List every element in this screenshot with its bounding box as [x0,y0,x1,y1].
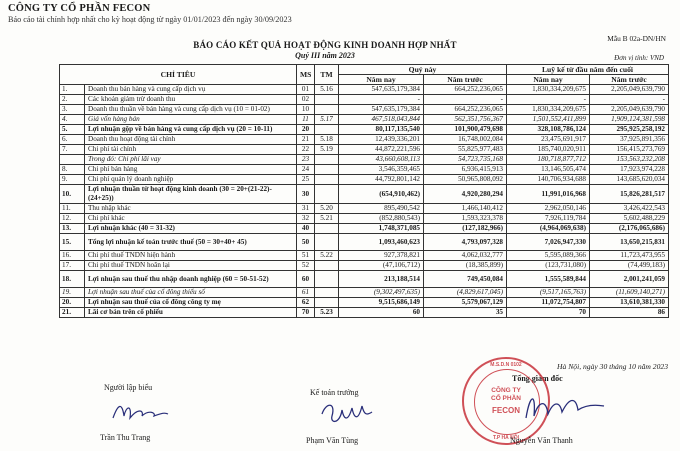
table-row [60,271,669,288]
row-tm: 5.19 [315,145,339,155]
row-quarter-current: 43,660,608,113 [339,155,424,165]
director-signature [520,388,610,428]
row-quarter-current: (47,106,712) [339,261,424,271]
table-row [60,85,669,95]
table-row [60,135,669,145]
row-tm [315,298,339,308]
row-quarter-current: 467,518,043,844 [339,115,424,125]
row-label: Các khoản giảm trừ doanh thu [85,95,297,105]
row-tm [315,125,339,135]
row-ms: 24 [297,165,315,175]
table-row [60,165,669,175]
row-label: Doanh thu hoạt động tài chính [85,135,297,145]
row-quarter-current: 1,748,371,085 [339,224,424,234]
row-quarter-current: 895,490,542 [339,204,424,214]
row-ms: 01 [297,85,315,95]
row-ytd-current: 11,991,016,968 [507,185,590,204]
row-tm: 5.20 [315,204,339,214]
row-ytd-prior: 5,602,488,229 [590,214,669,224]
row-ytd-prior: 13,610,381,330 [590,298,669,308]
row-ytd-prior: 86 [590,308,669,318]
row-quarter-prior: 50,965,808,092 [424,175,507,185]
header-ms: MS [297,65,315,85]
company-name: CÔNG TY CỔ PHẦN FECON [8,3,151,14]
row-number: 13. [60,224,85,234]
preparer-label: Người lập biểu [104,383,153,392]
row-ytd-current: 1,830,334,209,675 [507,85,590,95]
row-ytd-prior: - [590,95,669,105]
row-label: Lợi nhuận gộp về bán hàng và cung cấp dịch vụ (20 = 10-11) [85,125,297,135]
row-quarter-prior: 4,920,280,294 [424,185,507,204]
table-row [60,288,669,298]
row-number: 18. [60,271,85,288]
row-label: Lợi nhuận sau thuế của cổ đông thiểu số [85,288,297,298]
row-ytd-prior: 11,723,473,955 [590,251,669,261]
row-number: 12. [60,214,85,224]
row-label: Doanh thu bán hàng và cung cấp dịch vụ [85,85,297,95]
row-number: 10. [60,185,85,204]
row-tm: 5.21 [315,214,339,224]
header-lk-nam-truoc: Năm trước [590,75,669,85]
row-tm [315,185,339,204]
row-label: Lãi cơ bản trên cổ phiếu [85,308,297,318]
row-number: 8. [60,165,85,175]
income-statement-table [59,64,669,318]
table-row [60,298,669,308]
header-quy-nay: Quý này [339,65,507,75]
row-ytd-current: 1,830,334,209,675 [507,105,590,115]
row-number: 1. [60,85,85,95]
row-ytd-current: 7,926,119,784 [507,214,590,224]
row-tm [315,95,339,105]
row-label: Giá vốn hàng bán [85,115,297,125]
row-ytd-current: 7,026,947,330 [507,234,590,251]
row-label: Thu nhập khác [85,204,297,214]
row-ms: 23 [297,155,315,165]
currency-unit: Đơn vị tính: VND [614,54,664,62]
row-label: Chi phí thuế TNDN hoãn lại [85,261,297,271]
row-quarter-prior: 16,748,002,084 [424,135,507,145]
row-quarter-current: (852,880,543) [339,214,424,224]
row-ms: 11 [297,115,315,125]
table-row [60,145,669,155]
accountant-name: Phạm Văn Tùng [306,436,359,445]
report-title: BÁO CÁO KẾT QUẢ HOẠT ĐỘNG KINH DOANH HỢP NHẤT [193,40,457,50]
report-quarter: Quý III năm 2023 [295,51,355,60]
row-tm [315,234,339,251]
row-ytd-current: 328,108,786,124 [507,125,590,135]
row-tm: 5.23 [315,308,339,318]
row-quarter-current: 80,117,135,540 [339,125,424,135]
row-quarter-prior: 664,252,236,065 [424,105,507,115]
row-tm [315,288,339,298]
header-q-nam-truoc: Năm trước [424,75,507,85]
row-quarter-current: 547,635,179,384 [339,85,424,95]
row-label: Lợi nhuận sau thuế của cổ đông công ty mẹ [85,298,297,308]
row-ms: 61 [297,288,315,298]
row-ytd-prior: 1,909,124,381,598 [590,115,669,125]
table-row [60,155,669,165]
row-quarter-current: (9,302,497,635) [339,288,424,298]
row-ytd-prior: 2,001,241,059 [590,271,669,288]
row-ms: 20 [297,125,315,135]
row-ms: 50 [297,234,315,251]
row-label: Lợi nhuận khác (40 = 31-32) [85,224,297,234]
row-ytd-current: 2,962,050,146 [507,204,590,214]
row-quarter-prior: 54,723,735,168 [424,155,507,165]
table-row [60,204,669,214]
table-row [60,125,669,135]
row-tm [315,165,339,175]
director-name: Nguyễn Văn Thanh [510,436,573,445]
table-row [60,308,669,318]
row-ytd-current: 140,706,934,688 [507,175,590,185]
row-ytd-prior: 13,650,215,831 [590,234,669,251]
header-tm: TM [315,65,339,85]
row-quarter-prior: 55,825,977,483 [424,145,507,155]
row-tm [315,155,339,165]
row-quarter-prior: 4,793,097,328 [424,234,507,251]
row-ms: 22 [297,145,315,155]
row-quarter-prior: 6,936,415,913 [424,165,507,175]
row-number: 5. [60,125,85,135]
row-ytd-current: 11,072,754,807 [507,298,590,308]
row-ytd-prior: 3,426,422,543 [590,204,669,214]
row-number: 17. [60,261,85,271]
table-row [60,261,669,271]
row-ms: 10 [297,105,315,115]
row-ytd-current: (123,731,080) [507,261,590,271]
row-quarter-prior: 664,252,236,065 [424,85,507,95]
row-quarter-prior: 35 [424,308,507,318]
row-quarter-current: 9,515,686,149 [339,298,424,308]
row-ytd-prior: 2,205,049,639,790 [590,105,669,115]
row-number: 2. [60,95,85,105]
row-quarter-current: - [339,95,424,105]
row-number: 7. [60,145,85,155]
row-ytd-current: 180,718,877,712 [507,155,590,165]
row-ms: 60 [297,271,315,288]
row-quarter-current: 547,635,179,384 [339,105,424,115]
row-ms: 21 [297,135,315,145]
row-quarter-prior: - [424,95,507,105]
row-label: Chi phí khác [85,214,297,224]
row-quarter-current: 213,188,514 [339,271,424,288]
table-row [60,214,669,224]
table-row [60,224,669,234]
table-row [60,115,669,125]
row-quarter-current: 44,792,801,142 [339,175,424,185]
row-number: 19. [60,288,85,298]
row-ytd-prior: 153,563,232,208 [590,155,669,165]
row-quarter-current: 60 [339,308,424,318]
row-quarter-current: 44,872,221,596 [339,145,424,155]
row-ytd-prior: 156,415,273,769 [590,145,669,155]
row-ms: 62 [297,298,315,308]
row-ms: 70 [297,308,315,318]
row-number: 4. [60,115,85,125]
row-number: 11. [60,204,85,214]
header-chi-tieu: CHỈ TIÊU [60,65,297,85]
row-ytd-prior: 15,826,281,517 [590,185,669,204]
row-tm [315,105,339,115]
row-ytd-prior: 143,685,620,034 [590,175,669,185]
preparer-signature [108,398,178,424]
row-quarter-prior: 101,900,479,698 [424,125,507,135]
header-luy-ke: Luỹ kế từ đầu năm đến cuối [507,65,669,75]
table-row [60,234,669,251]
row-ytd-prior: 295,925,258,192 [590,125,669,135]
company-stamp: CÔNG TY CỔ PHẦN FECON M.S.D.N 0102 T.P HÀ NỘI [462,357,550,445]
row-quarter-prior: (127,182,966) [424,224,507,234]
row-number: 20. [60,298,85,308]
row-ytd-prior: (74,499,183) [590,261,669,271]
row-tm: 5.16 [315,85,339,95]
row-label: Chi phí tài chính [85,145,297,155]
row-ytd-current: 5,595,089,366 [507,251,590,261]
row-ytd-current: 1,501,552,411,899 [507,115,590,125]
row-tm [315,261,339,271]
row-label: Tổng lợi nhuận kế toán trước thuế (50 = 30+40+ 45) [85,234,297,251]
report-subtitle: Báo cáo tài chính hợp nhất cho kỳ hoạt động từ ngày 01/01/2023 đến ngày 30/09/2023 [8,15,292,24]
row-label: Doanh thu thuần về bán hàng và cung cấp dịch vụ (10 = 01-02) [85,105,297,115]
row-ytd-current: (9,517,165,763) [507,288,590,298]
row-label: Trong đó: Chi phí lãi vay [85,155,297,165]
row-ytd-current: 23,475,691,917 [507,135,590,145]
row-quarter-prior: 5,579,067,129 [424,298,507,308]
accountant-label: Kế toán trưởng [310,388,359,397]
table-row [60,185,669,204]
row-ytd-current: (4,964,069,638) [507,224,590,234]
preparer-name: Trần Thu Trang [100,433,151,442]
table-row [60,95,669,105]
signing-date: Hà Nội, ngày 30 tháng 10 năm 2023 [557,362,668,371]
row-ytd-current: 1,555,589,844 [507,271,590,288]
table-row [60,105,669,115]
row-quarter-current: (654,910,462) [339,185,424,204]
row-quarter-prior: 749,450,084 [424,271,507,288]
row-quarter-current: 927,378,821 [339,251,424,261]
row-ytd-current: 13,146,505,474 [507,165,590,175]
header-lk-nam-nay: Năm nay [507,75,590,85]
row-number: 3. [60,105,85,115]
header-q-nam-nay: Năm nay [339,75,424,85]
row-label: Lợi nhuận sau thuế thu nhập doanh nghiệp (60 = 50-51-52) [85,271,297,288]
row-label: Chi phí bán hàng [85,165,297,175]
row-quarter-prior: 4,062,032,777 [424,251,507,261]
row-number: 16. [60,251,85,261]
row-ms: 31 [297,204,315,214]
row-ms: 32 [297,214,315,224]
row-number [60,155,85,165]
row-quarter-prior: 1,466,140,412 [424,204,507,214]
row-number: 6. [60,135,85,145]
row-quarter-prior: 562,351,756,367 [424,115,507,125]
row-ytd-prior: (2,176,065,686) [590,224,669,234]
row-quarter-prior: (4,829,617,045) [424,288,507,298]
row-ms: 40 [297,224,315,234]
row-ytd-prior: 17,923,974,228 [590,165,669,175]
form-code: Mẫu B 02a-DN/HN [607,34,666,43]
row-number: 9. [60,175,85,185]
row-ms: 02 [297,95,315,105]
row-quarter-current: 3,546,359,465 [339,165,424,175]
row-ytd-prior: (11,609,140,271) [590,288,669,298]
row-label: Chi phí quản lý doanh nghiệp [85,175,297,185]
row-ytd-prior: 2,205,049,639,790 [590,85,669,95]
table-row [60,175,669,185]
row-label: Lợi nhuận thuần từ hoạt động kinh doanh (30 = 20+(21-22)-(24+25)) [85,185,297,204]
row-ms: 51 [297,251,315,261]
row-quarter-prior: 1,593,323,378 [424,214,507,224]
row-ytd-current: - [507,95,590,105]
row-ms: 52 [297,261,315,271]
row-tm: 5.17 [315,115,339,125]
table-row [60,251,669,261]
row-number: 21. [60,308,85,318]
director-label: Tổng giám đốc [512,374,563,383]
row-ytd-current: 185,740,020,911 [507,145,590,155]
row-ms: 30 [297,185,315,204]
row-tm: 5.22 [315,251,339,261]
row-quarter-prior: (18,385,899) [424,261,507,271]
row-ytd-current: 70 [507,308,590,318]
row-tm [315,271,339,288]
row-number: 15. [60,234,85,251]
row-quarter-current: 12,439,336,201 [339,135,424,145]
row-ms: 25 [297,175,315,185]
accountant-signature [318,400,378,428]
row-quarter-current: 1,093,460,623 [339,234,424,251]
row-ytd-prior: 37,925,891,356 [590,135,669,145]
row-tm: 5.18 [315,135,339,145]
row-tm [315,224,339,234]
row-tm [315,175,339,185]
row-label: Chi phí thuế TNDN hiện hành [85,251,297,261]
